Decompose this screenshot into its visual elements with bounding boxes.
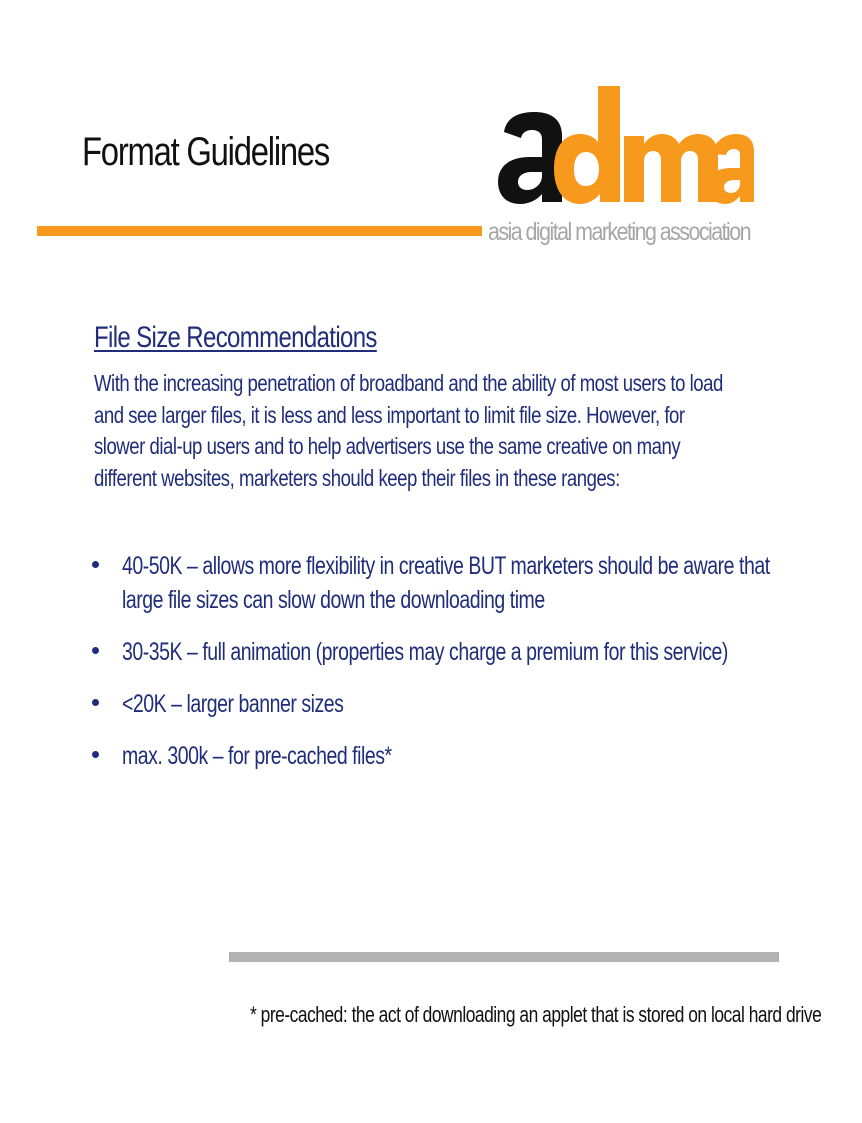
list-item-text [122,635,728,669]
list-item [92,739,862,773]
bullet-dot-icon [92,751,99,758]
list-item-text [122,739,699,773]
file-size-list [92,549,862,791]
list-item-line: 30-35K – full animation (properties may charge a premium for this service) [122,638,728,666]
list-item [92,635,862,669]
list-item-line: <20K – larger banner sizes [122,690,344,718]
list-item [92,687,862,721]
logo-tagline: asia digital marketing association [488,218,751,246]
footnote: * pre-cached: the act of downloading an applet that is stored on local hard drive [250,1002,822,1027]
intro-line: With the increasing penetration of broadband and the ability of most users to load [94,370,723,396]
adma-logo-tagline-layer [488,80,756,252]
adma-logo [488,80,756,252]
list-item [92,549,862,617]
title-underline-rule [37,226,482,236]
list-item-text [122,549,770,617]
list-item-line: max. 300k – for pre-cached files* [122,742,392,770]
list-item-line: 40-50K – allows more flexibility in creative BUT marketers should be aware that [122,552,770,580]
section-heading: File Size Recommendations [94,321,377,354]
list-item-line: large file sizes can slow down the downloading time [122,586,545,614]
intro-line: different websites, marketers should keep their files in these ranges: [94,464,620,491]
intro-line: and see larger files, it is less and less important to limit file size. However, for [94,401,685,428]
intro-line: slower dial-up users and to help advertisers use the same creative on many [94,433,681,459]
bullet-dot-icon [92,561,99,568]
list-item-text [122,687,699,721]
bullet-dot-icon [92,699,99,706]
bullet-dot-icon [92,647,99,654]
intro-paragraph [94,368,723,494]
footnote-divider [229,952,779,962]
slide-title: Format Guidelines [82,130,330,174]
